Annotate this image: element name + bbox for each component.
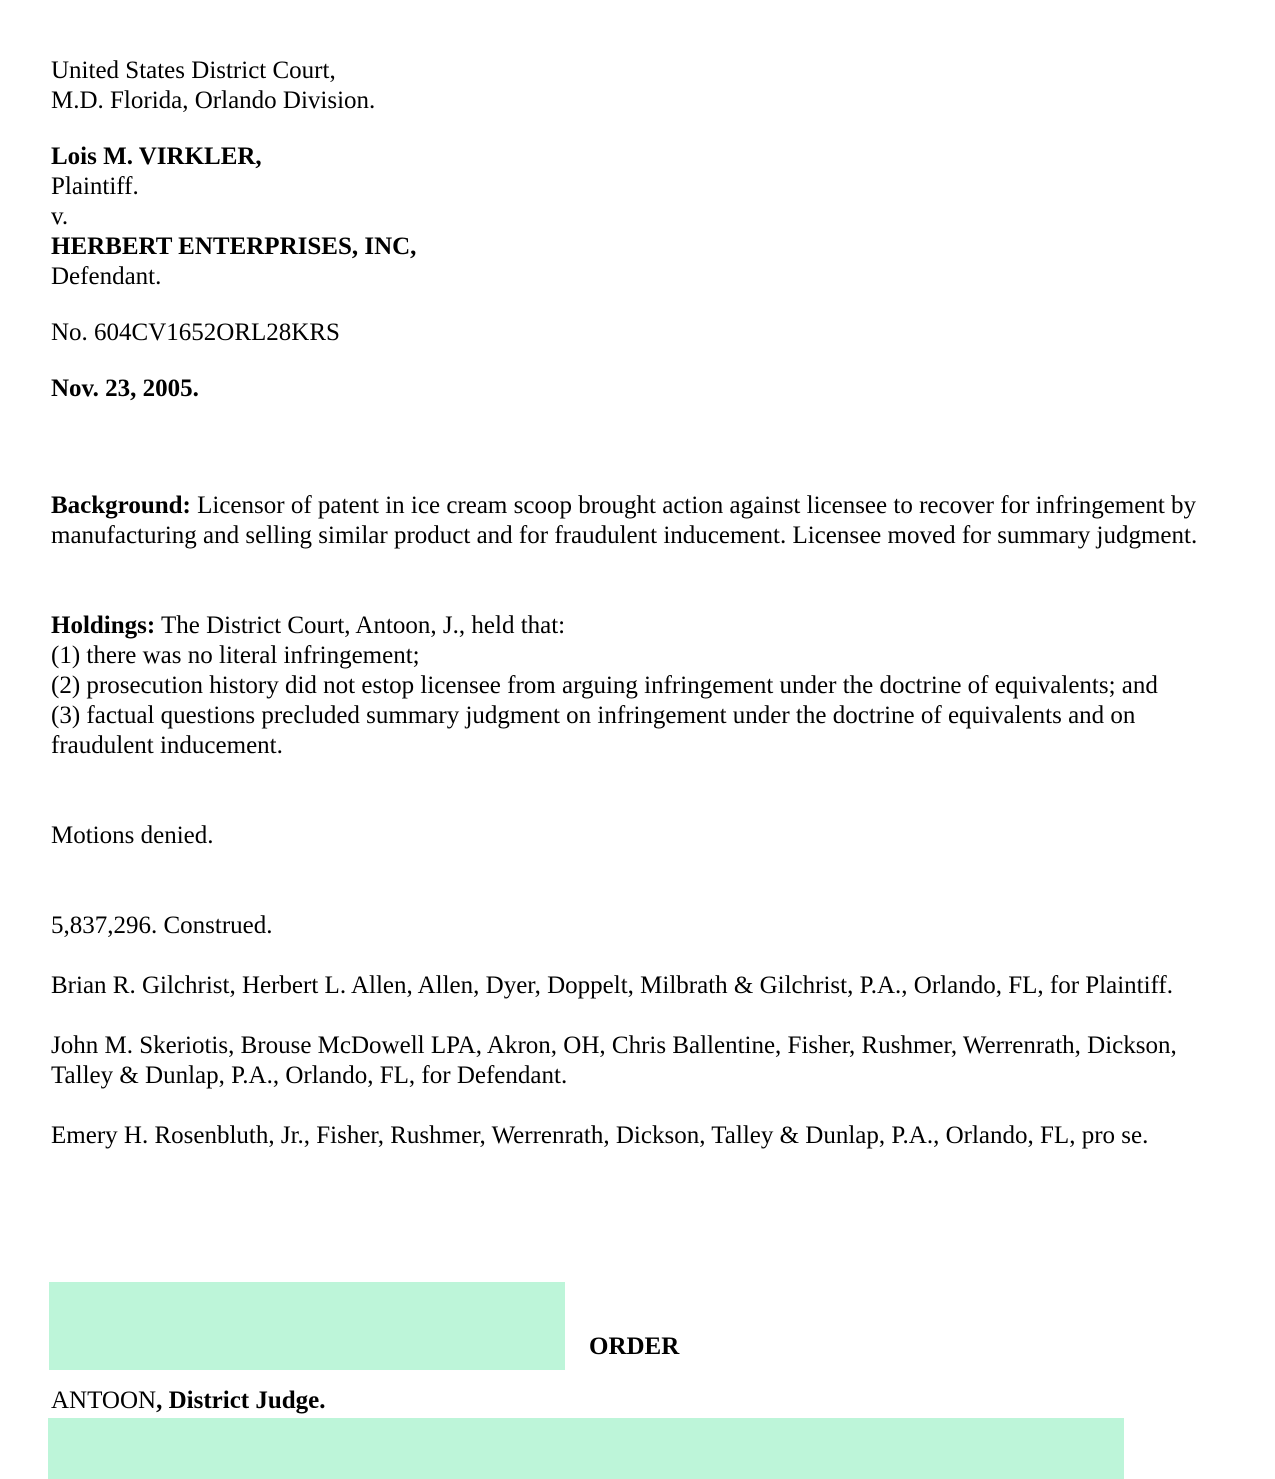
redaction-block <box>49 1282 565 1370</box>
defendant-role: Defendant. <box>51 263 162 290</box>
counsel-pro-se: Emery H. Rosenbluth, Jr., Fisher, Rushmer, Werrenrath, Dickson, Talley & Dunlap, P.A., Orlando, FL, pro se. <box>51 1122 1149 1149</box>
holding-item: (3) factual questions precluded summary judgment on infringement under the doctrine of equivalents and on fraudulent inducement. <box>51 702 1136 759</box>
patent-construed: 5,837,296. Construed. <box>51 912 273 939</box>
holdings-intro: The District Court, Antoon, J., held that: <box>155 612 566 639</box>
holdings-section <box>51 611 1231 761</box>
counsel-defendant: John M. Skeriotis, Brouse McDowell LPA, Akron, OH, Chris Ballentine, Fisher, Rushmer, Werrenrath, Dickson, Talley & Dunlap, P.A., Orlando, FL, for Defendant. <box>51 1032 1177 1089</box>
disposition: Motions denied. <box>51 822 214 849</box>
versus: v. <box>51 203 69 230</box>
holdings-label: Holdings: <box>51 612 156 639</box>
court-division: M.D. Florida, Orlando Division. <box>51 87 376 114</box>
court-name: United States District Court, <box>51 57 336 84</box>
plaintiff-role: Plaintiff. <box>51 173 139 200</box>
holdings-intro-line <box>51 611 1231 641</box>
background-paragraph <box>51 491 1231 551</box>
plaintiff-name: Lois M. VIRKLER, <box>51 143 262 170</box>
order-heading: ORDER <box>589 1333 680 1360</box>
document-body <box>51 56 1231 1151</box>
court-header <box>51 56 1231 116</box>
counsel-plaintiff: Brian R. Gilchrist, Herbert L. Allen, Allen, Dyer, Doppelt, Milbrath & Gilchrist, P.A., Orlando, FL, for Plaintiff. <box>51 972 1173 999</box>
judge-line <box>51 1386 326 1416</box>
holding-item: (2) prosecution history did not estop licensee from arguing infringement under the doctrine of equivalents; and <box>51 672 1158 699</box>
holding-item: (1) there was no literal infringement; <box>51 642 420 669</box>
background-text: Licensor of patent in ice cream scoop brought action against licensee to recover for infringement by manufacturing and selling similar product and for fraudulent inducement. Licensee moved for summary judgment. <box>51 492 1198 549</box>
decision-date: Nov. 23, 2005. <box>51 375 199 402</box>
background-label: Background: <box>51 492 191 519</box>
case-number: No. 604CV1652ORL28KRS <box>51 319 340 346</box>
judge-title: , District Judge. <box>156 1387 326 1414</box>
redaction-block <box>48 1418 1124 1479</box>
judge-name: ANTOON <box>51 1387 157 1414</box>
case-caption <box>51 142 1231 292</box>
defendant-name: HERBERT ENTERPRISES, INC, <box>51 233 417 260</box>
